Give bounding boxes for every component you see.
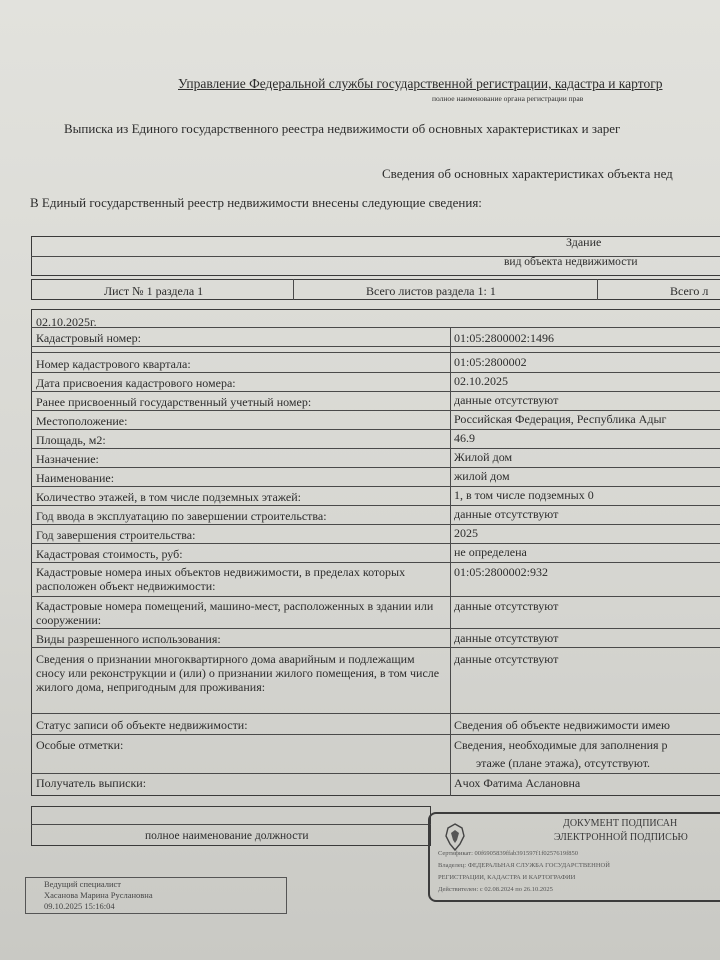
object-type-caption: вид объекта недвижимости [504, 256, 638, 268]
divider [31, 647, 720, 648]
object-type: Здание [566, 235, 602, 249]
sheet-number: Лист № 1 раздела 1 [104, 284, 204, 298]
section-title: Сведения об основных характеристиках объекта нед [382, 166, 673, 181]
row-value-line2: этаже (плане этажа), отсутствуют. [476, 756, 651, 770]
divider [293, 279, 294, 300]
divider [31, 524, 720, 525]
row-value: не определена [454, 545, 527, 559]
row-label: Статус записи об объекте недвижимости: [36, 718, 248, 732]
signer-name: Хасанова Марина Руслановна [44, 890, 153, 900]
divider [31, 467, 720, 468]
row-value: 1, в том числе подземных 0 [454, 488, 594, 502]
row-value: данные отсутствуют [454, 631, 559, 645]
row-label: Сведения о признании многоквартирного дома аварийным и подлежащим сносу или реконструкции и (или) о признании жилого помещения, в том числе жилого дома, непригодным для проживания: [36, 652, 440, 694]
row-value: Сведения об объекте недвижимости имею [454, 718, 670, 732]
divider [31, 372, 720, 373]
row-value: Российская Федерация, Республика Адыг [454, 412, 667, 426]
row-value: 02.10.2025 [454, 374, 508, 388]
row-label: Особые отметки: [36, 738, 124, 752]
row-label: Год ввода в эксплуатацию по завершении строительства: [36, 509, 327, 523]
divider [31, 713, 720, 714]
divider [31, 429, 720, 430]
stamp-owner2: РЕГИСТРАЦИИ, КАДАСТРА И КАРТОГРАФИИ [438, 874, 576, 881]
divider [31, 352, 720, 353]
row-value: 01:05:2800002:932 [454, 565, 549, 579]
row-label: Кадастровые номера помещений, машино-мест, расположенных в здании или сооружении: [36, 599, 434, 627]
signer-datetime: 09.10.2025 15:16:04 [44, 901, 115, 911]
row-value: 2025 [454, 526, 478, 540]
agency-name: Управление Федеральной службы государственной регистрации, кадастра и картогр [178, 76, 663, 91]
extract-date: 02.10.2025г. [36, 315, 97, 329]
row-label: Кадастровая стоимость, руб: [36, 547, 183, 561]
row-value: 46.9 [454, 431, 475, 445]
divider [31, 486, 720, 487]
divider [31, 543, 720, 544]
divider [31, 824, 431, 825]
row-label: Количество этажей, в том числе подземных этажей: [36, 490, 301, 504]
e-signature-stamp [428, 812, 720, 902]
extract-title: Выписка из Единого государственного реестра недвижимости об основных характеристиках и зарег [64, 121, 621, 136]
divider [31, 410, 720, 411]
divider [31, 505, 720, 506]
row-value: Сведения, необходимые для заполнения р [454, 738, 668, 752]
stamp-owner: Владелец: ФЕДЕРАЛЬНАЯ СЛУЖБА ГОСУДАРСТВЕННОЙ [438, 862, 610, 869]
row-label: Получатель выписки: [36, 776, 147, 790]
row-value: данные отсутствуют [454, 507, 559, 521]
row-label: Виды разрешенного использования: [36, 632, 221, 646]
row-value: 01:05:2800002 [454, 355, 527, 369]
sheet-total-section: Всего листов раздела 1: 1 [366, 284, 496, 298]
divider [31, 628, 720, 629]
divider [597, 279, 598, 300]
stamp-cert: Сертификат: 00f6905839ffab391597f1f0257619f850 [438, 850, 579, 857]
row-value: 01:05:2800002:1496 [454, 331, 555, 345]
row-label: Ранее присвоенный государственный учетный номер: [36, 395, 312, 409]
stamp-valid: Действителен: с 02.08.2024 по 26.10.2025 [438, 886, 553, 893]
divider [31, 562, 720, 563]
row-label: Наименование: [36, 471, 115, 485]
position-caption: полное наименование должности [145, 830, 309, 842]
signer-role: Ведущий специалист [44, 879, 121, 889]
sheet-total: Всего л [670, 284, 709, 298]
row-value: данные отсутствуют [454, 652, 559, 666]
signer-box [25, 877, 287, 914]
row-label: Площадь, м2: [36, 433, 106, 447]
row-value: данные отсутствуют [454, 599, 559, 613]
row-label: Кадастровый номер: [36, 331, 141, 345]
stamp-line2: ЭЛЕКТРОННОЙ ПОДПИСЬЮ [554, 832, 688, 843]
emblem-icon [442, 822, 468, 852]
row-label: Кадастровые номера иных объектов недвижимости, в пределах которых расположен объект недвижимости: [36, 565, 406, 593]
intro-text: В Единый государственный реестр недвижимости внесены следующие сведения: [30, 195, 482, 210]
divider [31, 327, 720, 328]
divider [31, 734, 720, 735]
divider [31, 448, 720, 449]
row-value: жилой дом [454, 469, 510, 483]
row-label: Назначение: [36, 452, 99, 466]
divider [31, 346, 720, 347]
row-value: Жилой дом [454, 450, 513, 464]
row-label: Местоположение: [36, 414, 128, 428]
divider [31, 596, 720, 597]
agency-caption: полное наименование органа регистрации прав [432, 94, 584, 103]
row-value: данные отсутствуют [454, 393, 559, 407]
stamp-line1: ДОКУМЕНТ ПОДПИСАН [563, 818, 678, 829]
divider [31, 773, 720, 774]
row-value: Ачох Фатима Аслановна [454, 776, 581, 790]
row-label: Дата присвоения кадастрового номера: [36, 376, 236, 390]
divider [31, 391, 720, 392]
row-label: Год завершения строительства: [36, 528, 196, 542]
row-label: Номер кадастрового квартала: [36, 357, 191, 371]
